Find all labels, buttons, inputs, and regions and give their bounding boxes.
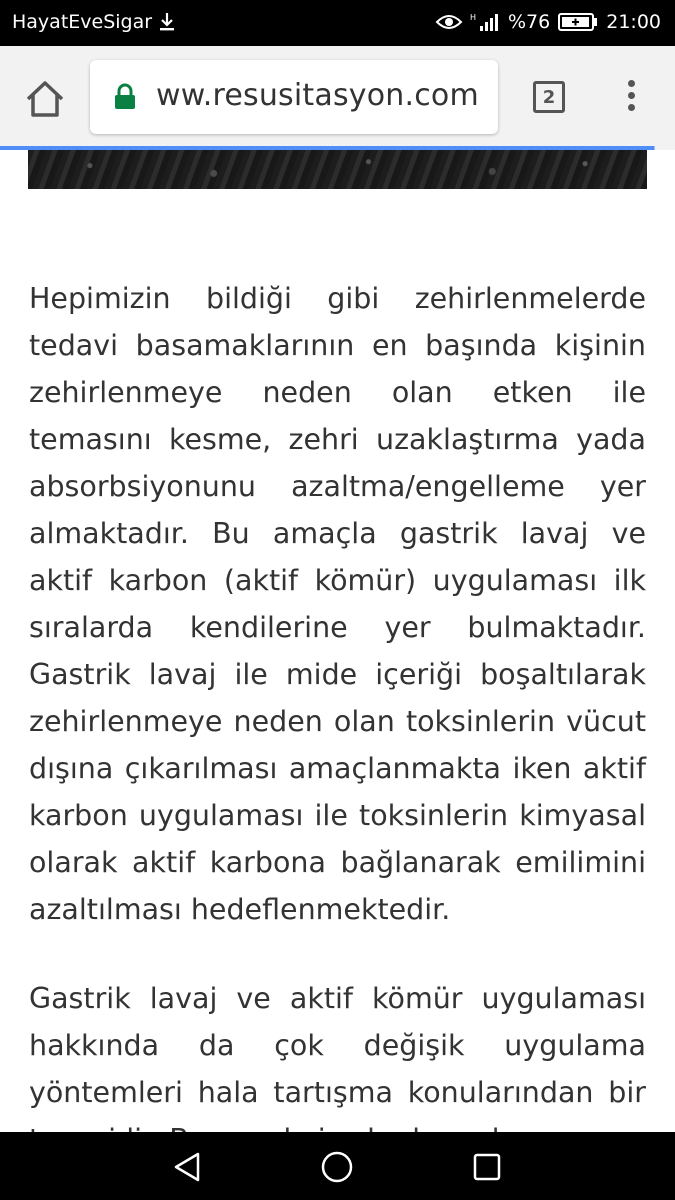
signal-icon <box>470 12 500 32</box>
svg-text:H: H <box>470 13 477 22</box>
home-icon[interactable] <box>24 80 66 118</box>
status-bar <box>0 0 675 46</box>
tab-switcher-button[interactable]: 2 <box>533 81 565 113</box>
battery-icon <box>558 12 598 32</box>
address-bar[interactable] <box>90 60 498 134</box>
download-icon <box>158 12 176 32</box>
battery-percent: %76 <box>508 11 551 33</box>
notification-app-name: HayatEveSigar <box>12 11 153 33</box>
overflow-menu-icon[interactable] <box>622 80 640 116</box>
url-text: ww.resusitasyon.com <box>156 78 479 113</box>
clock: 21:00 <box>606 11 661 33</box>
browser-toolbar <box>0 46 675 150</box>
navigation-bar <box>0 1132 675 1200</box>
article-paragraph: Hepimizin bildiği gibi zehirlenmelerde tedavi basamaklarının en başında kişinin zehirlenmeye neden olan etken ile temasını kesme, zehri uzaklaştırma yada absorbsiyonunu azaltma/engelleme yer almaktadır. Bu amaçla gastrik lavaj ve aktif karbon (aktif kömür) uygulaması ilk sıralarda kendilerine yer bulmaktadır. Gastrik lavaj ile mide içeriği boşaltılarak zehirlenmeye neden olan toksinlerin vücut dışına çıkarılması amaçlanmakta iken aktif karbon uygulaması ile toksinlerin kimyasal olarak aktif karbona bağlanarak emilimini azaltılması hedeflenmektedir. <box>29 282 646 926</box>
home-circle-icon[interactable] <box>320 1150 354 1184</box>
page-content <box>0 150 675 1132</box>
back-icon[interactable] <box>170 1150 204 1184</box>
eye-icon <box>436 13 462 31</box>
article-image <box>28 150 647 189</box>
article-paragraph: Gastrik lavaj ve aktif kömür uygulaması hakkında da çok değişik uygulama yöntemleri hala tartışma konularından bir <box>29 982 646 1109</box>
recent-apps-icon[interactable] <box>470 1150 504 1184</box>
lock-icon <box>114 84 136 110</box>
